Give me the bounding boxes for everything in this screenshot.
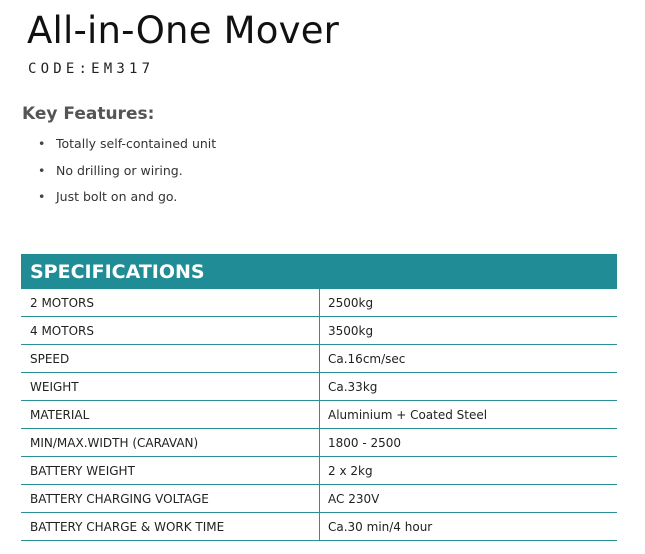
table-row	[21, 513, 617, 541]
spec-label: BATTERY CHARGING VOLTAGE	[21, 485, 320, 513]
feature-item	[38, 162, 216, 189]
spec-value: Ca.30 min/4 hour	[320, 513, 618, 541]
spec-label: MIN/MAX.WIDTH (CARAVAN)	[21, 429, 320, 457]
table-row	[21, 401, 617, 429]
spec-value: AC 230V	[320, 485, 618, 513]
spec-value: Ca.16cm/sec	[320, 345, 618, 373]
table-row	[21, 373, 617, 401]
spec-value: 2500kg	[320, 289, 618, 317]
spec-label: SPEED	[21, 345, 320, 373]
spec-value: 1800 - 2500	[320, 429, 618, 457]
specifications-table	[21, 289, 617, 541]
spec-value: Ca.33kg	[320, 373, 618, 401]
spec-label: WEIGHT	[21, 373, 320, 401]
specifications-section	[21, 254, 617, 541]
table-row	[21, 457, 617, 485]
spec-label: BATTERY CHARGE & WORK TIME	[21, 513, 320, 541]
bullet-icon: •	[38, 136, 46, 151]
table-row	[21, 485, 617, 513]
table-row	[21, 289, 617, 317]
spec-value: 2 x 2kg	[320, 457, 618, 485]
product-title: All-in-One Mover	[27, 9, 340, 52]
spec-label: 2 MOTORS	[21, 289, 320, 317]
key-features-heading: Key Features:	[22, 104, 155, 124]
spec-value: 3500kg	[320, 317, 618, 345]
spec-value: Aluminium + Coated Steel	[320, 401, 618, 429]
specifications-heading: SPECIFICATIONS	[21, 254, 617, 289]
spec-label: MATERIAL	[21, 401, 320, 429]
spec-label: BATTERY WEIGHT	[21, 457, 320, 485]
feature-text: Just bolt on and go.	[56, 189, 178, 204]
table-row	[21, 345, 617, 373]
bullet-icon: •	[38, 162, 46, 178]
spec-label: 4 MOTORS	[21, 317, 320, 345]
product-code: CODE:EM317	[28, 61, 155, 77]
feature-text: No drilling or wiring.	[56, 162, 183, 178]
feature-item	[38, 135, 216, 162]
feature-text: Totally self-contained unit	[56, 136, 217, 151]
key-features-list	[38, 135, 216, 215]
feature-item	[38, 188, 216, 215]
bullet-icon: •	[38, 189, 46, 204]
table-row	[21, 429, 617, 457]
table-row	[21, 317, 617, 345]
